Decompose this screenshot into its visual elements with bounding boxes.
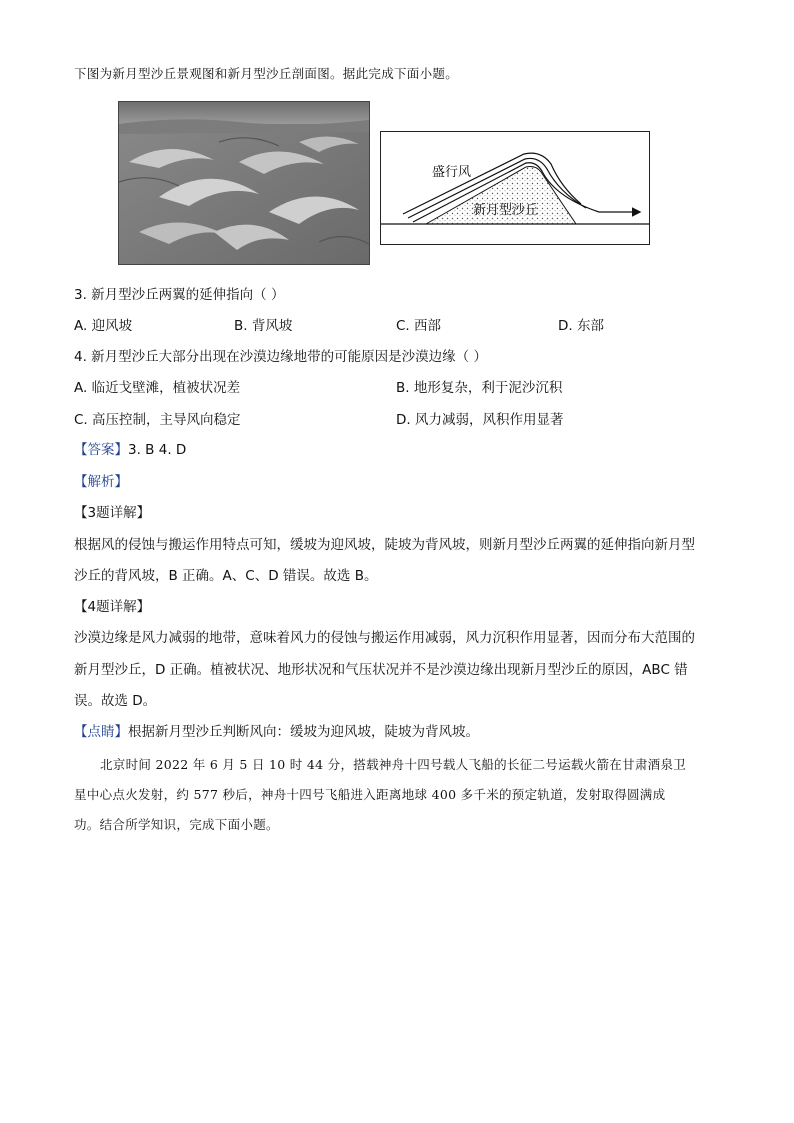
- crescent-dune-landscape-photo: [118, 101, 370, 265]
- q4-option-d: D. 风力减弱，风积作用显著: [396, 412, 564, 428]
- detail-4-line-2: 新月型沙丘，D 正确。植被状况、地形状况和气压状况并不是沙漠边缘出现新月型沙丘的原因，ABC 错: [74, 662, 688, 678]
- q3-option-d: D. 东部: [558, 318, 604, 334]
- answer-tag: 【答案】: [74, 442, 128, 458]
- q3-option-b: B. 背风坡: [234, 318, 293, 334]
- detail-3-line-1: 根据风的侵蚀与搬运作用特点可知，缓坡为迎风坡，陡坡为背风坡，则新月型沙丘两翼的延伸指向新月型: [74, 537, 695, 553]
- q3-option-a: A. 迎风坡: [74, 318, 133, 334]
- passage-line-1: 北京时间 2022 年 6 月 5 日 10 时 44 分，搭载神舟十四号载人飞船的长征二号运载火箭在甘肃酒泉卫: [100, 757, 687, 772]
- detail-3-line-2: 沙丘的背风坡，B 正确。A、C、D 错误。故选 B。: [74, 568, 378, 584]
- detail-4-line-3: 误。故选 D。: [74, 693, 157, 709]
- detail-3-title: 【3题详解】: [74, 505, 151, 521]
- crescent-dune-cross-section-diagram: [380, 131, 650, 245]
- q4-option-c: C. 高压控制，主导风向稳定: [74, 412, 241, 428]
- detail-4-line-1: 沙漠边缘是风力减弱的地带，意味着风力的侵蚀与搬运作用减弱，风力沉积作用显著，因而分布大范围的: [74, 630, 695, 646]
- passage-line-3: 功。结合所学知识，完成下面小题。: [74, 817, 279, 832]
- q4-option-a: A. 临近戈壁滩，植被状况差: [74, 380, 241, 396]
- diagram-label-wind: 盛行风: [432, 165, 472, 180]
- question-4-stem: 4. 新月型沙丘大部分出现在沙漠边缘地带的可能原因是沙漠边缘（ ）: [74, 349, 487, 365]
- q3-option-c: C. 西部: [396, 318, 442, 334]
- analysis-tag: 【解析】: [74, 474, 128, 490]
- tip-line: [74, 722, 479, 742]
- question-3-stem: 3. 新月型沙丘两翼的延伸指向（ ）: [74, 287, 285, 303]
- tip-tag: 【点睛】: [74, 724, 128, 740]
- passage-line-2: 星中心点火发射，约 577 秒后，神舟十四号飞船进入距离地球 400 多千米的预定轨道，发射取得圆满成: [74, 787, 666, 802]
- detail-4-title: 【4题详解】: [74, 599, 151, 615]
- diagram-label-dune: 新月型沙丘: [473, 203, 539, 218]
- answer-text: 3. B 4. D: [128, 442, 187, 458]
- tip-text: 根据新月型沙丘判断风向：缓坡为迎风坡，陡坡为背风坡。: [128, 724, 479, 740]
- q4-option-b: B. 地形复杂，利于泥沙沉积: [396, 380, 563, 396]
- intro-text: 下图为新月型沙丘景观图和新月型沙丘剖面图。据此完成下面小题。: [74, 66, 459, 81]
- answer-line: [74, 440, 186, 460]
